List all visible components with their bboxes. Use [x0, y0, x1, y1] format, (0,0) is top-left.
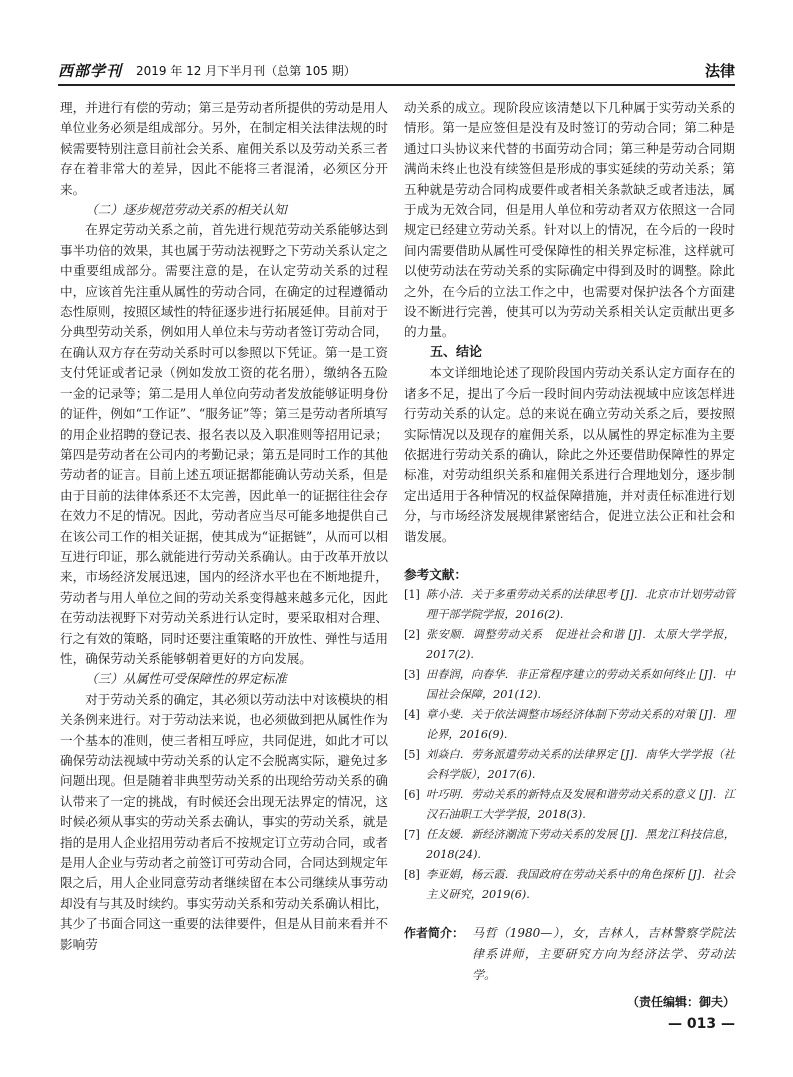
reference-item — [404, 865, 735, 905]
references-list — [404, 585, 735, 905]
reference-item — [404, 625, 735, 665]
issue-info: 2019 年 12 月下半月刊（总第 105 期） — [136, 64, 356, 78]
reference-item — [404, 745, 735, 785]
section-heading: 五、结论 — [430, 344, 483, 360]
paragraph: 对于劳动关系的确定，其必须以劳动法中对该模块的相关条例来进行。对于劳动法来说，也必须做到把从属性作为一个基本的准则，使三者相互呼应，共同促进，如此才可以确保劳动法视域中劳动关系的认定不会脱离实际，避免过多问题出现。但是随着非典型劳动关系的出现给劳动关系的确认带来了一定的挑战，有时候还会出现无法界定的情况，这时候必须从事实的劳动关系去确认，事实的劳动关系，就是指的是用人企业招用劳动者后不按规定订立劳动合同，或者是用人企业与劳动者之前签订可劳动合同，合同达到规定年限之后，用人企业同意劳动者继续留在本公司继续从事劳动却没有与其及时续约。事实劳动关系和劳动关系确认相比，其少了书面合同这一重要的法律要件，但是从目前来看并不影响劳 — [60, 691, 388, 952]
reference-text: 张安顺．调整劳动关系 促进社会和谐 [J]．太原大学学报，2017(2). — [426, 627, 735, 661]
reference-item — [404, 785, 735, 825]
reference-text: 章小斐．关于依法调整市场经济体制下劳动关系的对策 [J]．理论界，2016(9). — [426, 707, 735, 741]
reference-number: [3] — [404, 667, 420, 681]
page-header — [58, 58, 735, 84]
reference-text: 任友媛．新经济潮流下劳动关系的发展 [J]．黑龙江科技信息，2018(24). — [426, 827, 735, 861]
reference-text: 刘焱白．劳务派遣劳动关系的法律界定 [J]．南华大学学报（社会科学版），2017(6). — [426, 747, 735, 781]
subsection-heading: （三）从属性可受保障性的界定标准 — [85, 671, 287, 687]
reference-text: 陈小洁．关于多重劳动关系的法律思考 [J]．北京市计划劳动管理干部学院学报，2016(2). — [426, 587, 735, 621]
section-title: 法律 — [704, 62, 735, 80]
paragraph: 在界定劳动关系之前，首先进行规范劳动关系能够达到事半功倍的效果，其也属于劳动法视野之下劳动关系认定之中重要组成部分。需要注意的是，在认定劳动关系的过程中，应该首先注重从属性的劳动合同，在确定的过程遵循动态性原则，按照区域性的特征逐步进行拓展延伸。目前对于分典型劳动关系，例如用人单位未与劳动者签订劳动合同，在确认双方存在劳动关系时可以参照以下凭证。第一是工资支付凭证或者记录（例如发放工资的花名册），缴纳各五险一金的记录等；第二是用人单位向劳动者发放能够证明身份的证件，例如“工作证”、“服务证”等；第三是劳动者所填写的用企业招聘的登记表、报名表以及入职准则等招用记录；第四是劳动者在公司内的考勤记录；第五是同时工作的其他劳动者的证言。目前上述五项证据都能确认劳动关系，但是由于目前的法律体系还不太完善，因此单一的证据往往会存在效力不足的情况。因此，劳动者应当尽可能多地提供自己在该公司工作的相关证据，使其成为“证据链”，从而可以相互进行印证，那么就能进行劳动关系确认。由于改革开放以来，市场经济发展迅速，国内的经济水平也在不断地提升，劳动者与用人单位之间的劳动关系变得越来越多元化，因此在劳动法视野下对劳动关系进行认定时，要采取相对合理、行之有效的策略，同时还要注重策略的开放性、弹性与适用性，确保劳动关系能够朝着更好的方向发展。 — [60, 222, 389, 666]
reference-item — [404, 825, 735, 865]
header-rule — [58, 84, 735, 86]
reference-item — [404, 705, 735, 745]
reference-text: 叶巧明．劳动关系的新特点及发展和谐劳动关系的意义 [J]．江汉石油职工大学学报，2018(3). — [426, 787, 735, 821]
reference-number: [1] — [404, 587, 420, 601]
reference-text: 田春润，向春华．非正常程序建立的劳动关系如何终止 [J]．中国社会保障，201(12). — [426, 667, 735, 701]
author-bio — [404, 923, 735, 986]
paragraph: 本文详细地论述了现阶段国内劳动关系认定方面存在的诸多不足，提出了今后一段时间内劳动法视域中应该怎样进行劳动关系的认定。总的来说在确立劳动关系之后，要按照实际情况以及现存的雇佣关系，以从属性的界定标准为主要依据进行劳动关系的确认，除此之外还要借助保障性的界定标准，对劳动组织关系和雇佣关系进行合理地划分，逐步制定出适用于各种情况的权益保障措施，并对责任标准进行划分，与市场经济发展规律紧密结合，促进立法公正和社会和谐发展。 — [404, 365, 735, 544]
subsection-heading: （二）逐步规范劳动关系的相关认知 — [85, 202, 287, 218]
page-number: — 013 — — [668, 1016, 735, 1032]
paragraph: 理，并进行有偿的劳动；第三是劳动者所提供的劳动是用人单位业务必须是组成部分。另外，在制定相关法律法规的时候需要特别注意目前社会关系、雇佣关系以及劳动关系三者存在着非常大的差异，因此不能将三者混淆，必须区分开来。 — [60, 100, 388, 197]
author-text: 马哲（1980—），女，吉林人，吉林警察学院法律系讲师，主要研究方向为经济法学、劳动法学。 — [472, 925, 735, 982]
reference-number: [2] — [404, 627, 420, 641]
journal-logo: 西部学刊 — [58, 62, 123, 80]
reference-number: [8] — [404, 867, 420, 881]
reference-text: 李亚娟，杨云霞．我国政府在劳动关系中的角色探析 [J]．社会主义研究，2019(6). — [426, 867, 735, 901]
reference-number: [7] — [404, 827, 420, 841]
paragraph: 动关系的成立。现阶段应该清楚以下几种属于实劳动关系的情形。第一是应签但是没有及时签订的劳动合同；第二种是通过口头协议来代替的书面劳动合同；第三种是劳动合同期满尚未终止也没有续签但是形成的事实延续的劳动关系；第五种就是劳动合同构成要件或者相关条款缺乏或者违法，属于成为无效合同，但是用人单位和劳动者双方依照这一合同规定已经建立劳动关系。针对以上的情况，在今后的一段时间内需要借助从属性可受保障性的相关界定标准，这样就可以使劳动法在劳动关系的实际确定中得到及时的调整。除此之外，在今后的立法工作之中，也需要对保护法各个方面建设不断进行完善，使其可以为劳动关系相关认定贡献出更多的力量。 — [404, 100, 735, 340]
reference-number: [4] — [404, 707, 420, 721]
reference-number: [6] — [404, 787, 420, 801]
references-title: 参考文献： — [404, 566, 467, 582]
editor-credit: （责任编辑：御夫） — [626, 994, 735, 1009]
reference-item — [404, 585, 735, 625]
reference-number: [5] — [404, 747, 420, 761]
right-column — [404, 98, 735, 1012]
author-label: 作者简介： — [404, 925, 465, 940]
reference-item — [404, 665, 735, 705]
left-column — [60, 98, 388, 955]
